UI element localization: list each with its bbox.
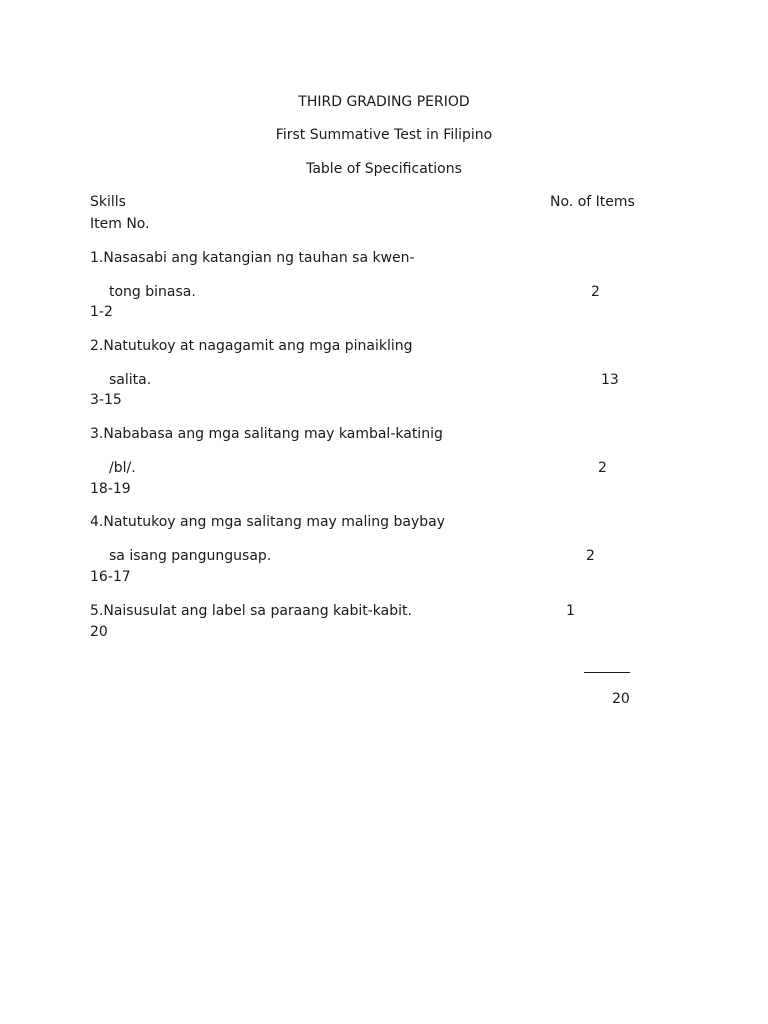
row-1-skill-line-1: 1.Nasasabi ang katangian ng tauhan sa kwen- (90, 250, 415, 266)
row-4-item-count: 2 (586, 548, 595, 564)
row-4-item-numbers: 16-17 (90, 569, 131, 585)
item-no-column-header: Item No. (90, 216, 150, 232)
row-1-item-numbers: 1-2 (90, 304, 113, 320)
row-2-skill-line-1: 2.Natutukoy at nagagamit ang mga pinaikling (90, 338, 413, 354)
row-2-item-count: 13 (601, 372, 619, 388)
row-2-item-numbers: 3-15 (90, 392, 122, 408)
total-items: 20 (612, 691, 630, 707)
row-3-item-numbers: 18-19 (90, 481, 131, 497)
row-3-item-count: 2 (598, 460, 607, 476)
row-5-item-numbers: 20 (90, 624, 108, 640)
table-title: Table of Specifications (306, 161, 462, 177)
skills-column-header: Skills (90, 194, 126, 210)
row-1-item-count: 2 (591, 284, 600, 300)
row-4-skill-line-1: 4.Natutukoy ang mga salitang may maling baybay (90, 514, 445, 530)
row-4-skill-line-2: sa isang pangungusap. (109, 548, 272, 564)
row-2-skill-line-2: salita. (109, 372, 152, 388)
test-title: First Summative Test in Filipino (275, 127, 493, 143)
no-of-items-column-header: No. of Items (550, 194, 635, 210)
row-5-skill-line-1: 5.Naisusulat ang label sa paraang kabit-kabit. (90, 603, 412, 619)
row-3-skill-line-2: /bl/. (109, 460, 136, 476)
grading-period-heading: THIRD GRADING PERIOD (298, 94, 470, 110)
total-underline (584, 672, 630, 673)
row-5-item-count: 1 (566, 603, 575, 619)
row-3-skill-line-1: 3.Nababasa ang mga salitang may kambal-katinig (90, 426, 443, 442)
row-1-skill-line-2: tong binasa. (109, 284, 196, 300)
